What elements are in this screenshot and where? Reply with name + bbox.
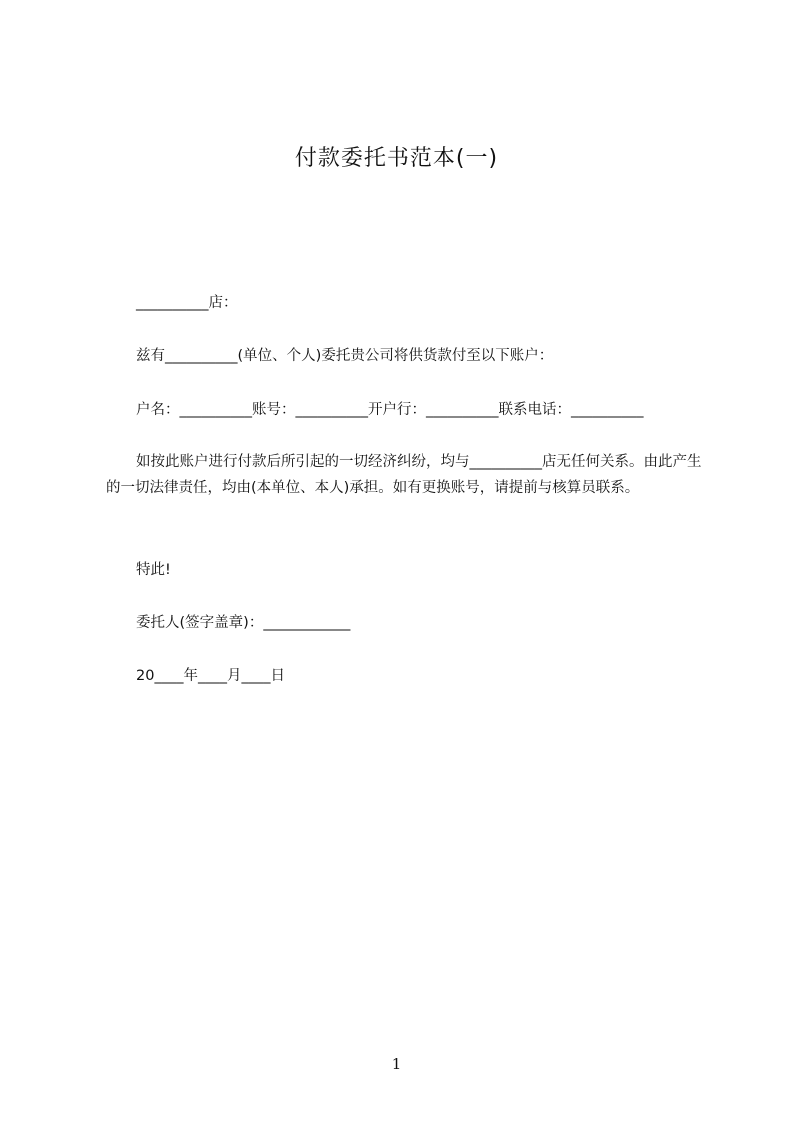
closing-line: 特此! [136,562,171,578]
body-paragraph: 如按此账户进行付款后所引起的一切经济纠纷，均与__________店无任何关系。由此产生的一切法律责任，均由(本单位、本人)承担。如有更换账号，请提前与核算员联系。 [106,454,702,496]
salutation: __________店： [136,295,238,311]
document-title: 付款委托书范本(一) [294,146,499,171]
signature-line: 委托人(签字盖章)：____________ [136,615,351,631]
page-number: 1 [391,1055,402,1073]
account-line: 户名：__________账号：__________开户行：__________联系电话：__________ [136,402,644,418]
date-line: 20____年____月____日 [136,668,285,684]
intro-line: 兹有__________(单位、个人)委托贵公司将供货款付至以下账户： [136,348,554,364]
